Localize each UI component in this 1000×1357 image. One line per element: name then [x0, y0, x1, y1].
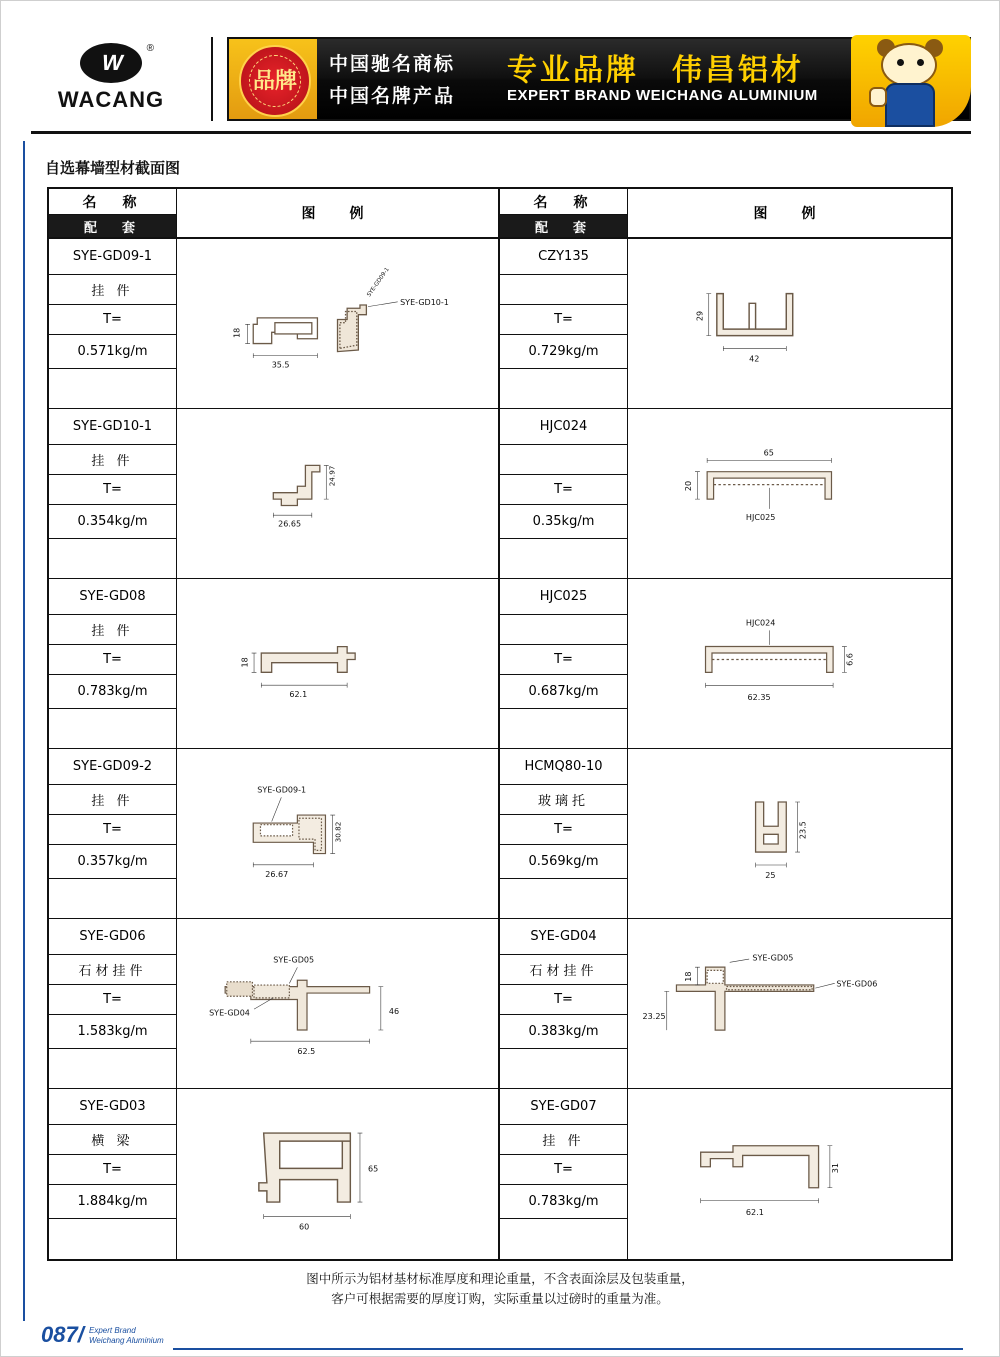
svg-text:24.97: 24.97 — [327, 465, 337, 487]
footer-brand-line1: Expert Brand — [89, 1326, 136, 1335]
logo-wordmark: WACANG — [57, 87, 165, 112]
table-row — [500, 1089, 951, 1259]
profile-code: CZY135 — [500, 239, 627, 275]
table-header-right — [500, 189, 951, 239]
svg-text:46: 46 — [388, 1006, 400, 1016]
table-row — [500, 579, 951, 749]
profile-weight: 0.569kg/m — [500, 845, 627, 879]
header-rule — [31, 131, 971, 134]
profile-kit: 横 梁 — [49, 1125, 176, 1155]
profile-drawing — [177, 749, 498, 918]
profile-weight: 0.571kg/m — [49, 335, 176, 369]
row-info — [49, 919, 177, 1088]
footer-brand-line2: Weichang Aluminium — [89, 1336, 164, 1345]
wacang-logo-icon — [80, 43, 154, 83]
profile-thickness: T= — [49, 815, 176, 845]
profile-code: SYE-GD03 — [49, 1089, 176, 1125]
profile-drawing — [177, 1089, 498, 1259]
header-figure-label: 图 例 — [301, 206, 374, 222]
row-info — [500, 1089, 628, 1259]
profile-code: HJC025 — [500, 579, 627, 615]
profile-spare — [500, 879, 627, 918]
profile-code: HCMQ80-10 — [500, 749, 627, 785]
profile-code: SYE-GD07 — [500, 1089, 627, 1125]
svg-text:23.5: 23.5 — [798, 821, 808, 840]
svg-text:30.82: 30.82 — [333, 821, 343, 843]
profile-kit: 石材挂件 — [500, 955, 627, 985]
profile-spare — [500, 1219, 627, 1259]
brand-banner — [227, 37, 971, 121]
profile-spare — [49, 1049, 176, 1088]
svg-text:29: 29 — [695, 310, 705, 322]
profile-spare — [500, 709, 627, 748]
left-accent-rule — [23, 141, 25, 1321]
profile-code: SYE-GD04 — [500, 919, 627, 955]
header-divider — [211, 37, 213, 121]
header-name-cell — [500, 189, 628, 237]
profile-code: SYE-GD06 — [49, 919, 176, 955]
profile-drawing — [177, 239, 498, 408]
profile-weight: 0.729kg/m — [500, 335, 627, 369]
svg-text:23.25: 23.25 — [642, 1011, 666, 1021]
svg-text:35.5: 35.5 — [271, 360, 290, 370]
table-row — [49, 239, 498, 409]
profile-thickness: T= — [49, 985, 176, 1015]
table-row — [49, 579, 498, 749]
svg-text:SYE-GD05: SYE-GD05 — [752, 953, 794, 963]
table-row — [49, 919, 498, 1089]
profile-weight: 0.35kg/m — [500, 505, 627, 539]
award-seal-icon — [239, 45, 311, 117]
profile-spare — [500, 539, 627, 578]
profile-kit: 挂 件 — [500, 1125, 627, 1155]
profile-code: SYE-GD09-1 — [49, 239, 176, 275]
profile-weight: 0.357kg/m — [49, 845, 176, 879]
profile-weight: 1.583kg/m — [49, 1015, 176, 1049]
row-info — [49, 1089, 177, 1259]
table-row — [49, 1089, 498, 1259]
profile-thickness: T= — [500, 985, 627, 1015]
svg-text:SYE-GD05: SYE-GD05 — [273, 955, 315, 965]
profile-spare — [49, 1219, 176, 1259]
profile-weight: 0.687kg/m — [500, 675, 627, 709]
profile-code: SYE-GD09-2 — [49, 749, 176, 785]
banner-subheadline: EXPERT BRAND WEICHANG ALUMINIUM — [507, 87, 818, 104]
profile-thickness: T= — [500, 815, 627, 845]
row-info — [49, 749, 177, 918]
row-info — [49, 579, 177, 748]
profile-kit: 挂 件 — [49, 785, 176, 815]
svg-text:HJC025: HJC025 — [745, 513, 776, 523]
profile-weight: 0.383kg/m — [500, 1015, 627, 1049]
header-name-cell — [49, 189, 177, 237]
profile-drawing — [628, 409, 951, 578]
svg-text:25: 25 — [765, 870, 776, 880]
header-name-label: 名 称 — [500, 189, 627, 215]
footnote-line-1: 图中所示为铝材基材标准厚度和理论重量，不含表面涂层及包装重量， — [306, 1271, 694, 1286]
footer-brand — [89, 1326, 164, 1346]
row-info — [500, 919, 628, 1088]
profile-drawing — [628, 579, 951, 748]
profile-thickness: T= — [500, 1155, 627, 1185]
row-info — [500, 239, 628, 408]
header-figure-label: 图 例 — [753, 206, 826, 222]
svg-text:26.65: 26.65 — [278, 519, 302, 529]
profile-thickness: T= — [500, 305, 627, 335]
table-row — [500, 749, 951, 919]
profile-spare — [49, 369, 176, 408]
profile-weight: 0.354kg/m — [49, 505, 176, 539]
table-row — [500, 919, 951, 1089]
tiger-mascot-icon — [851, 35, 971, 127]
profile-spare — [500, 1049, 627, 1088]
profile-kit — [500, 445, 627, 475]
footnote-line-2: 客户可根据需要的厚度订购，实际重量以过磅时的重量为准。 — [331, 1291, 669, 1306]
profile-drawing — [628, 919, 951, 1088]
svg-text:SYE-GD10-1: SYE-GD10-1 — [400, 298, 449, 308]
row-info — [49, 239, 177, 408]
profile-drawing — [628, 239, 951, 408]
header-name-label: 名 称 — [49, 189, 176, 215]
banner-cn-line2: 中国名牌产品 — [329, 85, 456, 107]
profile-spare — [500, 369, 627, 408]
profile-thickness: T= — [500, 645, 627, 675]
profile-code: HJC024 — [500, 409, 627, 445]
wacang-logo — [31, 33, 191, 123]
svg-text:42: 42 — [749, 354, 760, 364]
profile-kit: 挂 件 — [49, 615, 176, 645]
svg-text:60: 60 — [298, 1222, 310, 1232]
profile-code: SYE-GD10-1 — [49, 409, 176, 445]
profile-thickness: T= — [49, 1155, 176, 1185]
page-number: 087/ — [41, 1322, 84, 1347]
profile-drawing — [177, 579, 498, 748]
footnote — [47, 1269, 953, 1309]
svg-text:62.35: 62.35 — [747, 692, 771, 702]
svg-text:SYE-GD04: SYE-GD04 — [209, 1008, 250, 1018]
profile-kit: 挂 件 — [49, 275, 176, 305]
svg-text:62.1: 62.1 — [745, 1208, 764, 1218]
svg-text:65: 65 — [763, 448, 774, 458]
row-info — [500, 749, 628, 918]
page-header — [31, 23, 971, 133]
banner-cn-line1: 中国驰名商标 — [329, 53, 456, 75]
svg-text:18: 18 — [240, 657, 250, 668]
banner-headline: 专业品牌 伟昌铝材 — [507, 53, 804, 88]
profile-table — [47, 187, 953, 1261]
svg-text:6.6: 6.6 — [845, 653, 855, 666]
header-kit-label: 配 套 — [49, 215, 176, 237]
page-title: 自选幕墙型材截面图 — [45, 159, 181, 177]
page-footer — [1, 1322, 1000, 1356]
profile-kit — [500, 275, 627, 305]
table-column-left — [49, 189, 500, 1259]
svg-text:18: 18 — [232, 327, 242, 338]
profile-kit: 玻璃托 — [500, 785, 627, 815]
logo-w-glyph: W — [99, 50, 124, 75]
profile-thickness: T= — [49, 475, 176, 505]
profile-spare — [49, 709, 176, 748]
table-header-left — [49, 189, 498, 239]
profile-kit: 挂 件 — [49, 445, 176, 475]
svg-text:18: 18 — [683, 971, 693, 982]
svg-text:20: 20 — [683, 480, 693, 492]
profile-weight: 1.884kg/m — [49, 1185, 176, 1219]
svg-text:62.5: 62.5 — [297, 1047, 316, 1057]
svg-text:SYE-GD09-1: SYE-GD09-1 — [257, 785, 307, 795]
seal-label: 品牌 — [249, 55, 301, 107]
profile-thickness: T= — [500, 475, 627, 505]
svg-text:31: 31 — [830, 1162, 840, 1174]
profile-weight: 0.783kg/m — [49, 675, 176, 709]
table-column-right — [500, 189, 951, 1259]
profile-code: SYE-GD08 — [49, 579, 176, 615]
table-row — [500, 239, 951, 409]
profile-drawing — [628, 1089, 951, 1259]
svg-text:26.67: 26.67 — [265, 869, 289, 879]
profile-thickness: T= — [49, 305, 176, 335]
profile-kit — [500, 615, 627, 645]
table-row — [500, 409, 951, 579]
row-info — [500, 579, 628, 748]
svg-text:65: 65 — [367, 1164, 379, 1174]
row-info — [49, 409, 177, 578]
footer-rule — [173, 1348, 963, 1350]
profile-thickness: T= — [49, 645, 176, 675]
profile-drawing — [177, 409, 498, 578]
profile-drawing — [177, 919, 498, 1088]
profile-spare — [49, 539, 176, 578]
svg-text:SYE-GD06: SYE-GD06 — [836, 979, 878, 989]
svg-text:SYE-GD09-1: SYE-GD09-1 — [366, 266, 391, 299]
profile-drawing — [628, 749, 951, 918]
header-kit-label: 配 套 — [500, 215, 627, 237]
row-info — [500, 409, 628, 578]
table-row — [49, 749, 498, 919]
registered-mark: ® — [146, 43, 154, 54]
profile-spare — [49, 879, 176, 918]
profile-kit: 石材挂件 — [49, 955, 176, 985]
svg-text:HJC024: HJC024 — [745, 618, 776, 628]
profile-weight: 0.783kg/m — [500, 1185, 627, 1219]
svg-text:62.1: 62.1 — [289, 690, 308, 700]
table-row — [49, 409, 498, 579]
